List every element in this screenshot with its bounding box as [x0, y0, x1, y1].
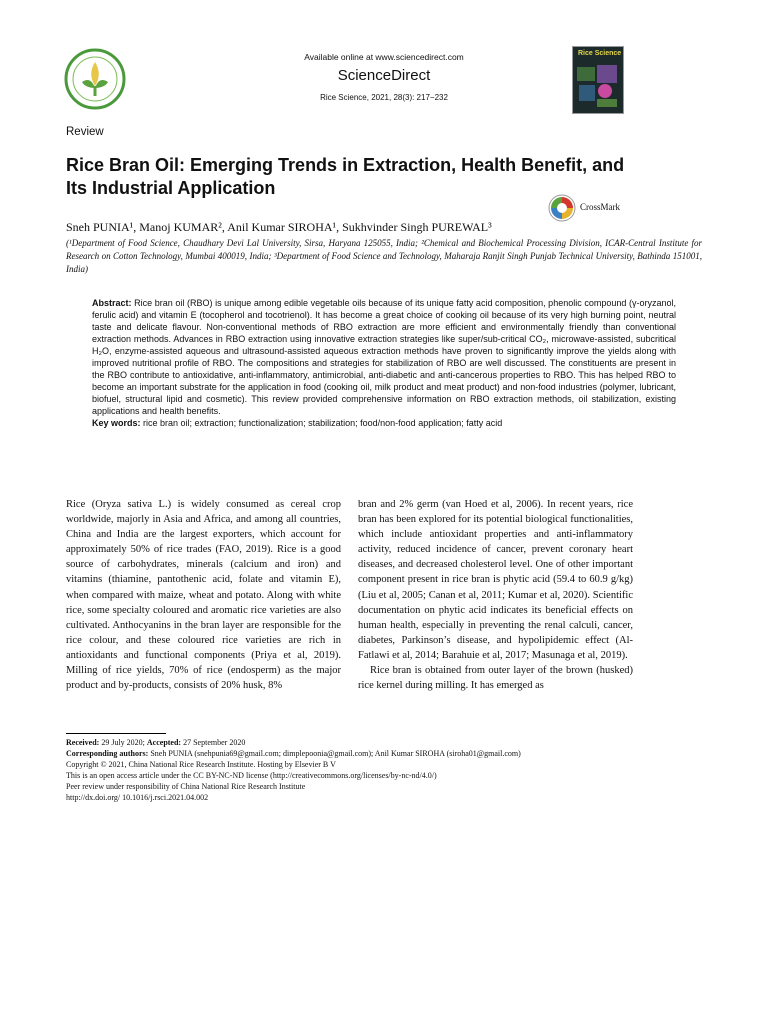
footnotes	[66, 737, 706, 803]
received-date: 29 July 2020;	[101, 738, 145, 747]
cover-title: Rice Science	[578, 50, 622, 57]
corresponding-label: Corresponding authors:	[66, 749, 149, 758]
received-label: Received:	[66, 738, 100, 747]
journal-cover-image	[572, 46, 624, 114]
abstract-paragraph	[92, 297, 676, 417]
abstract-label: Abstract:	[92, 298, 132, 308]
body-paragraph: Rice (Oryza sativa L.) is widely consumed as cereal crop worldwide, majorly in Asia and Africa, and among all countries, China and India are the largest exporters, which account for approximately 50% of rice trades (FAO, 2019). Rice is a good source of carbohydrates, minerals (calcium and iron) and vitamins (thiamine, pantothenic acid, folate and vitamin E), when compared with maize, wheat and potato. Along with white rice, some specialty coloured and aromatic rice varieties are also cultivated. Anthocyanins in the bran layer are responsible for the rice colour, and these coloured rice varieties are rich in antioxidants and functional components (Priya et al, 2019). Milling of rice yields, 70% of rice (endosperm) as the major product and by-products, consists of 20% husk, 8%	[66, 499, 341, 692]
license-line[interactable]: This is an open access article under the CC BY-NC-ND license (http://creativecommons.org/licenses/by-nc-nd/4.0/)	[66, 771, 437, 780]
journal-header	[0, 52, 768, 103]
article-type: Review	[66, 126, 104, 138]
abstract-block	[92, 297, 676, 429]
article-title: Rice Bran Oil: Emerging Trends in Extraction, Health Benefit, and Its Industrial Application	[66, 155, 625, 198]
peer-review-line: Peer review under responsibility of China National Rice Research Institute	[66, 782, 306, 791]
footnote-divider	[66, 733, 166, 734]
author-list: Sneh PUNIA¹, Manoj KUMAR², Anil Kumar SIROHA¹, Sukhvinder Singh PUREWAL³	[66, 220, 492, 234]
accepted-date: 27 September 2020	[183, 738, 246, 747]
available-online-text: Available online at www.sciencedirect.com	[304, 52, 464, 62]
copyright-line: Copyright © 2021, China National Rice Research Institute. Hosting by Elsevier B V	[66, 760, 336, 769]
abstract-text: Rice bran oil (RBO) is unique among edible vegetable oils because of its unique fatty acid composition, phenolic compound (γ-oryzanol, ferulic acid) and vitamin E (tocopherol and tocotrienol). It has become a great choice of cooking oil because of its very high burning point, neutral taste and delicate flavour. Non-conventional methods of RBO extraction are more efficient and environmentally friendly than conventional extraction methods. Advances in RBO extraction using innovative extraction strategies like super/sub-critical CO₂, microwave-assisted, subcritical H₂O, enzyme-assisted aqueous and ultrasound-assisted aqueous extraction methods have proven to significantly improve the yields along with improved nutritional profile of RBO. The compositions and strategies for stabilization of RBO are well discussed. The constituents are present in the RBO contribute to antioxidative, anti-inflammatory, antimicrobial, anti-diabetic and anti-cancerous properties to RBO. This has helped RBO to become an important substrate for the application in food (cooking oil, milk product and meat product) and non-food industries (polymer, lubricant, biofuel, structural lipid and cosmetic). This review provided comprehensive information on RBO extraction methods, oil stabilization, existing applications and health benefits.	[92, 298, 676, 416]
corresponding-line	[66, 748, 706, 759]
publisher-name: ScienceDirect	[337, 67, 431, 84]
corresponding-authors[interactable]: Sneh PUNIA (snehpunia69@gmail.com; dimplepoonia@gmail.com); Anil Kumar SIROHA (siroha01@gmail.com)	[150, 749, 521, 758]
body-column-left	[66, 497, 341, 693]
body-paragraph: bran and 2% germ (van Hoed et al, 2006). In recent years, rice bran has been explored for its potential biological functionalities, which include antioxidant properties and anti-inflammatory activity, reduced incidence of cancer, prevent coronary heart diseases, and decreased cholesterol level. One of other important component present in rice bran is phytic acid (59.4 to 60.9 g/kg) (Liu et al, 2005; Canan et al, 2011; Kumar et al, 2020). Scientific documentation on phytic acid indicates its beneficial effects on human health, especially in preventing the renal calculi, cancer, diabetes, Parkinson’s disease, and hypolipidemic effect (Al-Fatlawi et al, 2014; Barahuie et al, 2017; Masunaga et al, 2019).	[358, 499, 633, 661]
keywords-line	[92, 417, 676, 429]
crossmark-badge[interactable]	[547, 193, 620, 228]
crossmark-label: CrossMark	[580, 202, 620, 212]
body-paragraph: Rice bran is obtained from outer layer of the brown (husked) rice kernel during milling. It has emerged as	[358, 665, 633, 692]
crossmark-icon	[547, 193, 577, 223]
author-affiliations: (¹Department of Food Science, Chaudhary Devi Lal University, Sirsa, Haryana 125055, India; ²Chemical and Biochemical Processing Division, ICAR-Central Institute for Research on Cotton Technology, Mumbai 400019, India; ³Department of Food Science and Technology, Maharaja Ranjit Singh Punjab Technical University, Bathinda 151001, India)	[66, 238, 702, 274]
journal-citation: Rice Science, 2021, 28(3): 217−232	[320, 93, 448, 102]
body-column-right	[358, 497, 633, 693]
keywords-label: Key words:	[92, 418, 141, 428]
doi-link[interactable]: http://dx.doi.org/ 10.1016/j.rsci.2021.04.002	[66, 793, 209, 802]
accepted-label: Accepted:	[146, 738, 182, 747]
dates-line	[66, 737, 706, 748]
keywords-text: rice bran oil; extraction; functionalization; stabilization; food/non-food application; fatty acid	[143, 418, 503, 428]
